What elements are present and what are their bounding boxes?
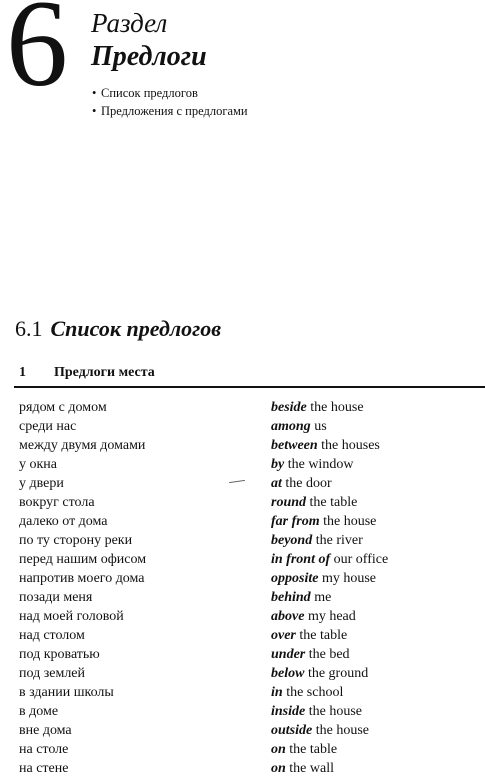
english-phrase — [271, 417, 327, 436]
chapter-title: Предлоги — [91, 41, 207, 72]
phrase-row — [0, 702, 485, 721]
phrase-row — [0, 740, 485, 759]
russian-phrase: над моей головой — [19, 609, 124, 624]
phrase-rest: our office — [330, 552, 389, 567]
section-heading — [15, 318, 221, 340]
preposition: round — [271, 495, 307, 510]
preposition: on — [271, 761, 286, 776]
subsection-number: 1 — [19, 365, 26, 380]
english-phrase — [271, 569, 376, 588]
phrase-row — [0, 607, 485, 626]
phrase-row — [0, 626, 485, 645]
phrase-row — [0, 531, 485, 550]
phrase-row — [0, 588, 485, 607]
english-phrase — [271, 493, 357, 512]
heading-divider — [14, 386, 485, 388]
english-phrase — [271, 626, 347, 645]
phrase-row — [0, 474, 485, 493]
phrase-rest: us — [310, 419, 327, 434]
russian-phrase: в доме — [19, 704, 59, 719]
subsection-heading — [19, 366, 155, 380]
english-phrase — [271, 398, 364, 417]
phrase-row — [0, 436, 485, 455]
chapter-label: Раздел — [91, 8, 168, 38]
phrase-row — [0, 493, 485, 512]
preposition: at — [271, 476, 282, 491]
phrase-rest: the wall — [285, 761, 335, 776]
phrase-rest: the house — [305, 704, 362, 719]
preposition: among — [271, 419, 311, 434]
section-title: Список предлогов — [50, 316, 222, 341]
preposition: in front of — [271, 552, 331, 567]
russian-phrase: под кроватью — [19, 647, 100, 662]
phrase-row — [0, 455, 485, 474]
preposition: above — [271, 609, 305, 624]
preposition: in — [271, 685, 283, 700]
russian-phrase: под землей — [19, 666, 86, 681]
phrase-rest: the bed — [305, 647, 350, 662]
section-number: 6.1 — [15, 316, 43, 341]
russian-phrase: над столом — [19, 628, 85, 643]
phrase-row — [0, 683, 485, 702]
phrase-rest: the ground — [304, 666, 369, 681]
english-phrase — [271, 702, 362, 721]
phrase-rest: the house — [312, 723, 369, 738]
phrase-rest: the houses — [317, 438, 380, 453]
preposition: opposite — [271, 571, 319, 586]
english-phrase — [271, 550, 388, 569]
preposition: between — [271, 438, 318, 453]
phrase-rest: the house — [319, 514, 377, 529]
phrase-rest: the door — [281, 476, 332, 491]
russian-phrase: перед нашим офисом — [19, 552, 147, 567]
phrase-row — [0, 417, 485, 436]
russian-phrase: вне дома — [19, 723, 72, 738]
english-phrase — [271, 740, 337, 759]
phrase-row — [0, 398, 485, 417]
subsection-title: Предлоги места — [54, 365, 155, 380]
english-phrase — [271, 645, 350, 664]
preposition: inside — [271, 704, 306, 719]
russian-phrase: на стене — [19, 761, 69, 776]
preposition: beside — [271, 400, 307, 415]
phrase-row — [0, 645, 485, 664]
phrase-list — [0, 398, 485, 778]
preposition: beyond — [271, 533, 313, 548]
phrase-row — [0, 721, 485, 740]
preposition: behind — [271, 590, 311, 605]
english-phrase — [271, 683, 343, 702]
russian-phrase: в здании школы — [19, 685, 114, 700]
preposition: far from — [271, 514, 320, 529]
russian-phrase: по ту сторону реки — [19, 533, 133, 548]
phrase-row — [0, 759, 485, 778]
russian-phrase: напротив моего дома — [19, 571, 145, 586]
russian-phrase: у двери — [19, 476, 64, 491]
phrase-rest: the table — [306, 495, 358, 510]
phrase-rest: the school — [282, 685, 344, 700]
preposition: outside — [271, 723, 313, 738]
russian-phrase: на столе — [19, 742, 69, 757]
phrase-rest: the window — [284, 457, 354, 472]
phrase-row — [0, 569, 485, 588]
preposition: over — [271, 628, 296, 643]
contents-item: • Предложения с предлогами — [92, 102, 248, 120]
english-phrase — [271, 436, 380, 455]
contents-item: • Список предлогов — [92, 84, 248, 102]
phrase-row — [0, 550, 485, 569]
preposition: below — [271, 666, 305, 681]
preposition: under — [271, 647, 306, 662]
russian-phrase: среди нас — [19, 419, 77, 434]
russian-phrase: у окна — [19, 457, 58, 472]
english-phrase — [271, 531, 363, 550]
russian-phrase: рядом с домом — [19, 400, 107, 415]
preposition: by — [271, 457, 285, 472]
phrase-row — [0, 512, 485, 531]
phrase-rest: me — [310, 590, 332, 605]
russian-phrase: далеко от дома — [19, 514, 108, 529]
phrase-rest: the table — [285, 742, 338, 757]
preposition: on — [271, 742, 286, 757]
english-phrase — [271, 455, 353, 474]
english-phrase — [271, 721, 369, 740]
russian-phrase: между двумя домами — [19, 438, 146, 453]
english-phrase — [271, 664, 368, 683]
english-phrase — [271, 512, 376, 531]
chapter-contents-list — [92, 84, 248, 120]
russian-phrase: вокруг стола — [19, 495, 95, 510]
russian-phrase: позади меня — [19, 590, 93, 605]
phrase-rest: the house — [306, 400, 364, 415]
phrase-rest: the table — [295, 628, 348, 643]
phrase-rest: my head — [304, 609, 356, 624]
phrase-rest: the river — [312, 533, 363, 548]
chapter-number: 6 — [6, 0, 68, 112]
phrase-rest: my house — [318, 571, 377, 586]
phrase-row — [0, 664, 485, 683]
english-phrase — [271, 474, 332, 493]
english-phrase — [271, 759, 334, 778]
english-phrase — [271, 607, 356, 626]
english-phrase — [271, 588, 331, 607]
